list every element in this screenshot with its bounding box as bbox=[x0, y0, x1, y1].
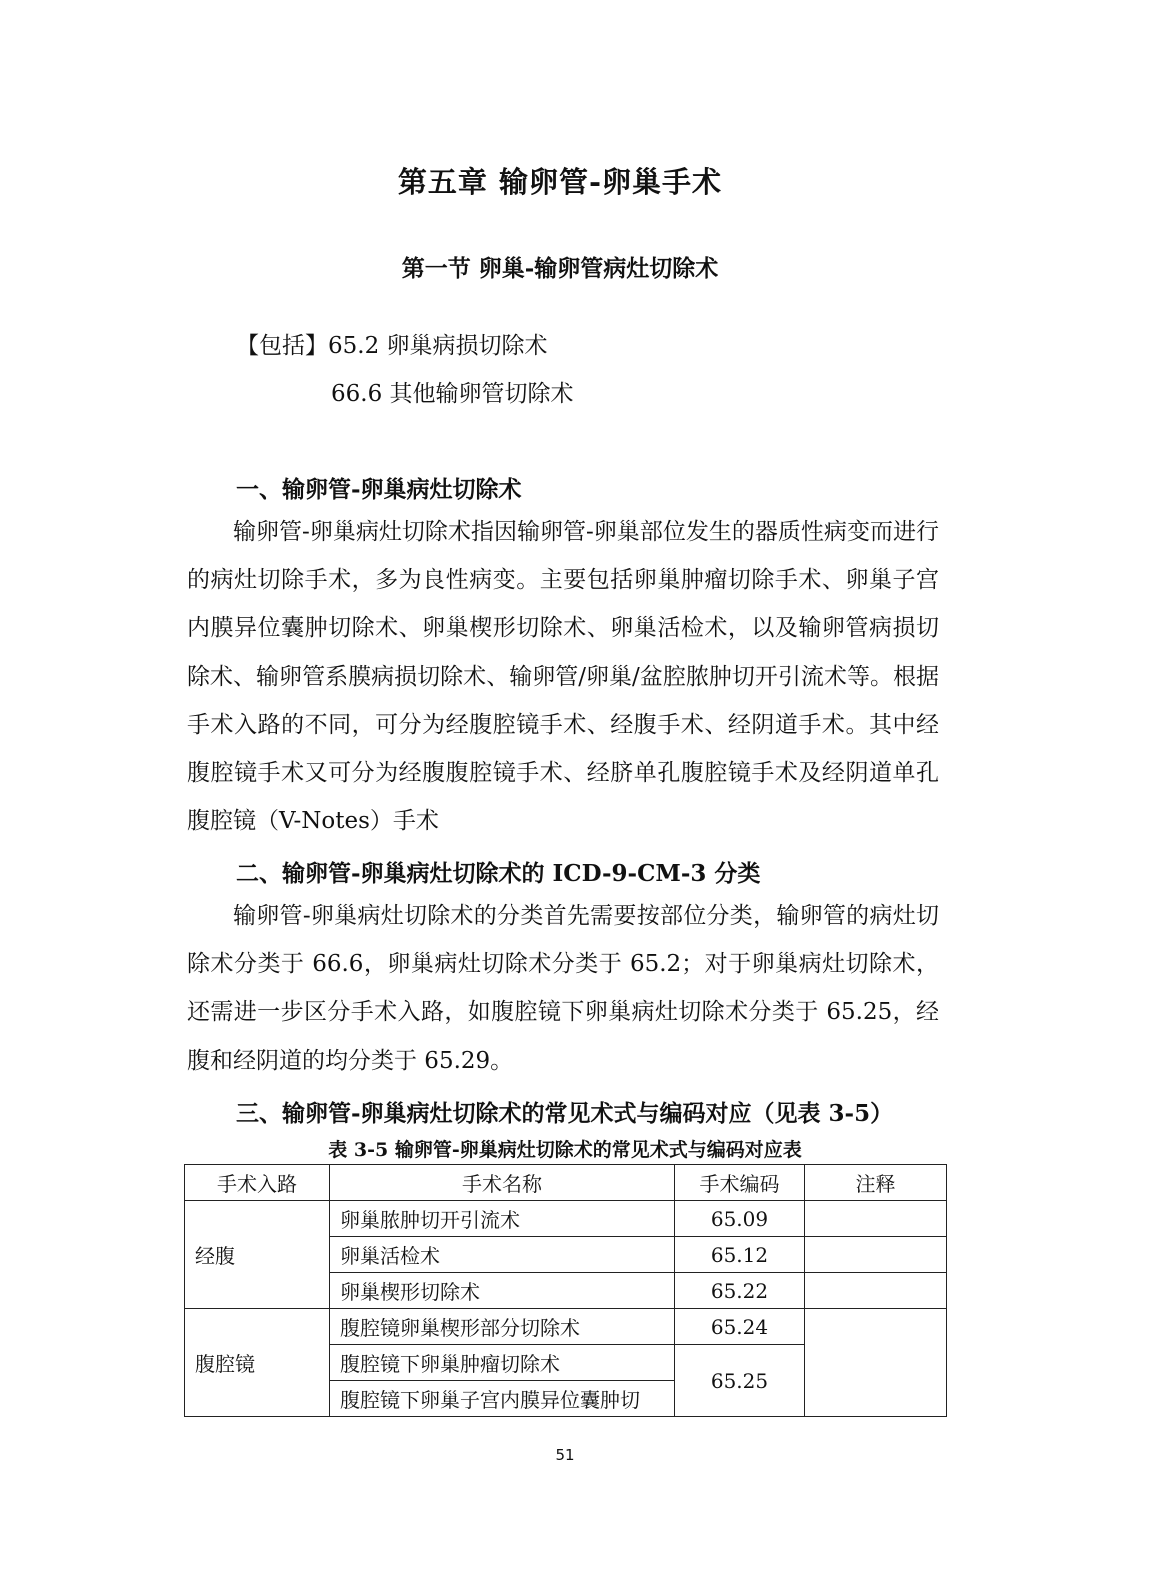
paragraph-1-text: 输卵管-卵巢病灶切除术指因输卵管-卵巢部位发生的器质性病变而进行的病灶切除手术，多为良性病变。主要包括卵巢肿瘤切除手术、卵巢子宫内膜异位囊肿切除术、卵巢楔形切除术、卵巢活检术，以及输卵管病损切除术、输卵管系膜病损切除术、输卵管/卵巢/盆腔脓肿切开引流术等。根据手术入路的不同，可分为经腹腔镜手术、经腹手术、经阴道手术。其中经腹腔镜手术又可分为经腹腹腔镜手术、经脐单孔腹腔镜手术及经阴道单孔腹腔镜（V-Notes）手术 bbox=[187, 519, 939, 835]
table-row bbox=[185, 1201, 947, 1237]
header-notes: 注释 bbox=[805, 1165, 947, 1201]
procedure-code-cell: 65.24 bbox=[675, 1309, 805, 1345]
notes-cell bbox=[805, 1309, 947, 1417]
procedure-name-cell: 腹腔镜下卵巢肿瘤切除术 bbox=[330, 1345, 675, 1381]
notes-cell bbox=[805, 1273, 947, 1309]
page-number: 51 bbox=[555, 1446, 575, 1464]
procedure-code-cell: 65.09 bbox=[675, 1201, 805, 1237]
header-procedure-name: 手术名称 bbox=[330, 1165, 675, 1201]
procedure-code-cell: 65.25 bbox=[675, 1345, 805, 1417]
chapter-title: 第五章 输卵管-卵巢手术 bbox=[397, 165, 723, 199]
paragraph-2-text: 输卵管-卵巢病灶切除术的分类首先需要按部位分类，输卵管的病灶切除术分类于 66.6，卵巢病灶切除术分类于 65.2；对于卵巢病灶切除术，还需进一步区分手术入路，如腹腔镜下卵巢病灶切除术分类于 65.25，经腹和经阴道的均分类于 65.29。 bbox=[187, 903, 939, 1074]
table-header-row bbox=[185, 1165, 947, 1201]
includes-item: 65.2 卵巢病损切除术 bbox=[328, 333, 548, 359]
notes-cell bbox=[805, 1237, 947, 1273]
procedure-name-cell: 腹腔镜下卵巢子宫内膜异位囊肿切 bbox=[330, 1381, 675, 1417]
header-approach: 手术入路 bbox=[185, 1165, 330, 1201]
procedure-code-table bbox=[184, 1164, 947, 1417]
approach-cell: 经腹 bbox=[185, 1201, 330, 1309]
procedure-code-cell: 65.12 bbox=[675, 1237, 805, 1273]
includes-item: 66.6 其他输卵管切除术 bbox=[331, 381, 574, 407]
table-row bbox=[185, 1309, 947, 1345]
includes-line-1 bbox=[236, 327, 548, 360]
header-procedure-code: 手术编码 bbox=[675, 1165, 805, 1201]
includes-label: 【包括】 bbox=[236, 333, 328, 359]
procedure-name-cell: 腹腔镜卵巢楔形部分切除术 bbox=[330, 1309, 675, 1345]
heading-3: 三、输卵管-卵巢病灶切除术的常见术式与编码对应（见表 3-5） bbox=[236, 1100, 894, 1127]
table-caption: 表 3-5 输卵管-卵巢病灶切除术的常见术式与编码对应表 bbox=[328, 1139, 802, 1161]
procedure-name-cell: 卵巢脓肿切开引流术 bbox=[330, 1201, 675, 1237]
procedure-name-cell: 卵巢楔形切除术 bbox=[330, 1273, 675, 1309]
heading-2: 二、输卵管-卵巢病灶切除术的 ICD-9-CM-3 分类 bbox=[236, 860, 761, 887]
procedure-name-cell: 卵巢活检术 bbox=[330, 1237, 675, 1273]
paragraph-1 bbox=[187, 508, 939, 845]
notes-cell bbox=[805, 1201, 947, 1237]
heading-1: 一、输卵管-卵巢病灶切除术 bbox=[236, 476, 522, 503]
approach-cell: 腹腔镜 bbox=[185, 1309, 330, 1417]
paragraph-2 bbox=[187, 892, 939, 1085]
section-title: 第一节 卵巢-输卵管病灶切除术 bbox=[401, 255, 719, 282]
procedure-code-cell: 65.22 bbox=[675, 1273, 805, 1309]
